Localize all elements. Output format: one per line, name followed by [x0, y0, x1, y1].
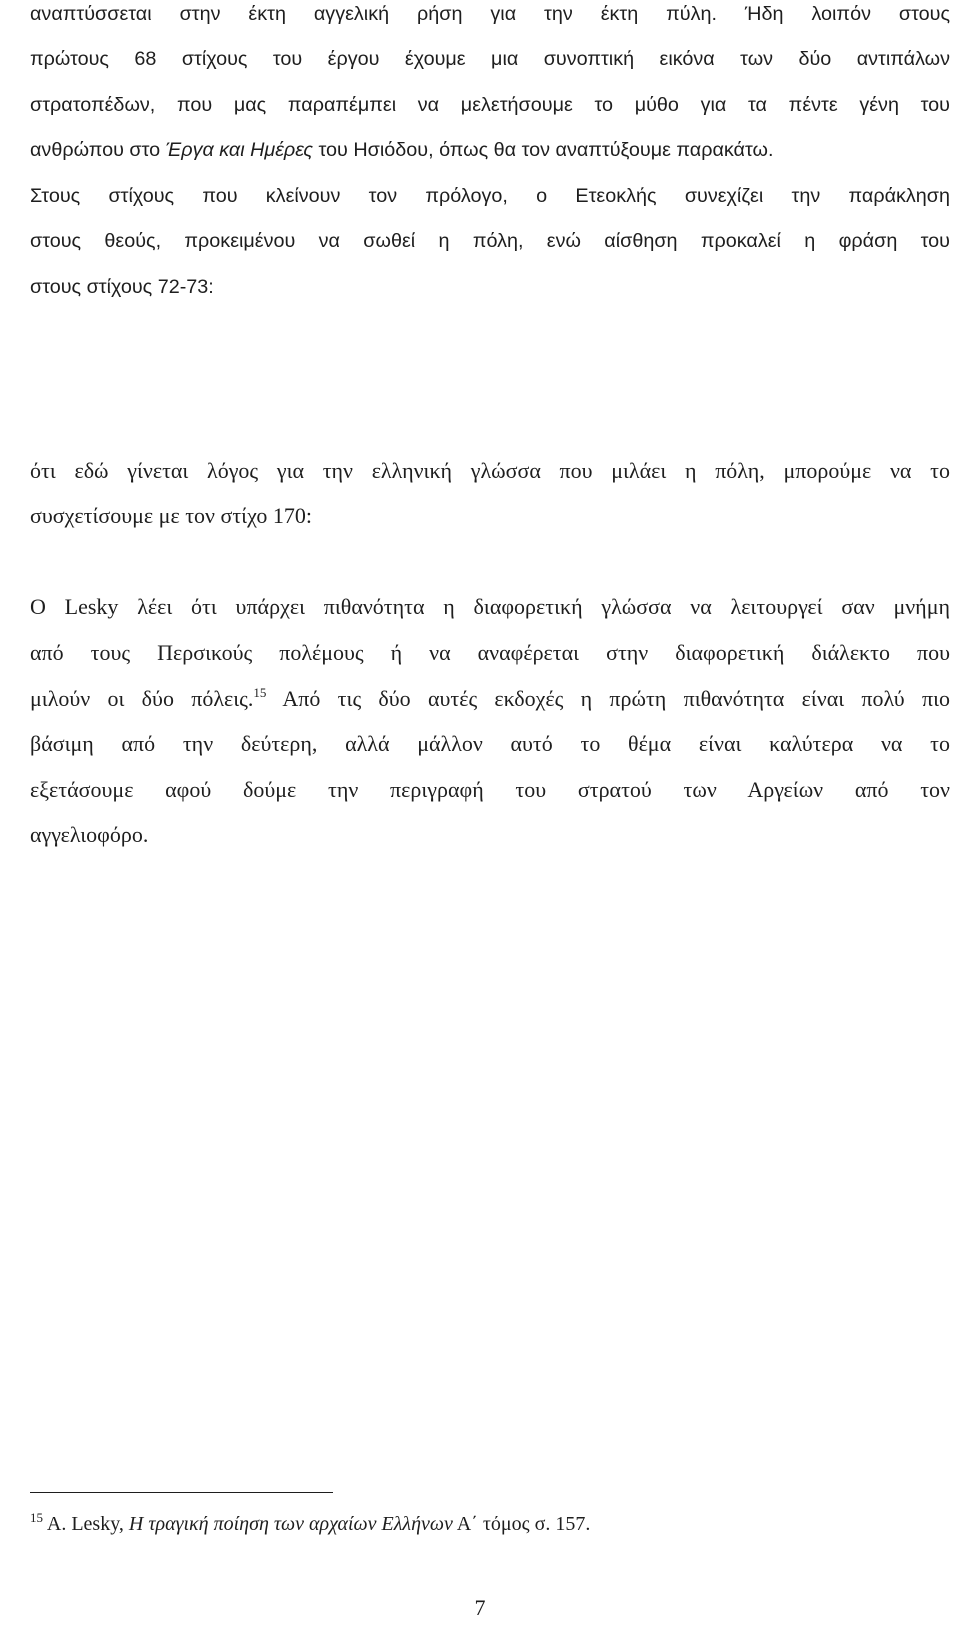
footnote-separator: [30, 1492, 333, 1493]
footnote: [30, 1510, 591, 1536]
footnote-number: 15: [30, 1510, 43, 1525]
paragraph-3-line-4: βάσιμη από την δεύτερη, αλλά μάλλον αυτό το θέμα είναι καλύτερα να το: [30, 731, 950, 756]
paragraph-1-line-2: πρώτους 68 στίχους του έργου έχουμε μια συνοπτική εικόνα των δύο αντιπάλων: [30, 48, 950, 70]
paragraph-1-line-5: Στους στίχους που κλείνουν τον πρόλογο, ο Ετεοκλής συνεχίζει την παράκληση: [30, 185, 950, 207]
footnote-book-title: Η τραγική ποίηση των αρχαίων Ελλήνων: [128, 1513, 453, 1535]
text-run: A. Lesky,: [43, 1513, 129, 1535]
paragraph-1-line-6: στους θεούς, προκειμένου να σωθεί η πόλη, ενώ αίσθηση προκαλεί η φράση του: [30, 230, 950, 252]
paragraph-1-line-7: στους στίχους 72-73:: [30, 276, 214, 298]
text-run: Από τις δύο αυτές εκδοχές η πρώτη πιθανότητα είναι πολύ πιο: [266, 686, 950, 711]
paragraph-1-line-1: αναπτύσσεται στην έκτη αγγελική ρήση για την έκτη πύλη. Ήδη λοιπόν στους: [30, 3, 950, 25]
work-title: Έργα και Ημέρες: [165, 139, 314, 161]
text-run: του Ησιόδου, όπως θα τον αναπτύξουμε παρακάτω.: [313, 139, 774, 161]
paragraph-1-line-4: [30, 139, 950, 162]
text-run: Α΄ τόμος σ. 157.: [452, 1513, 591, 1535]
paragraph-1-line-3: στρατοπέδων, που μας παραπέμπει να μελετήσουμε το μύθο για τα πέντε γένη του: [30, 94, 950, 116]
paragraph-2-line-1: ότι εδώ γίνεται λόγος για την ελληνική γλώσσα που μιλάει η πόλη, μπορούμε να το: [30, 458, 950, 483]
paragraph-3-line-3: [30, 686, 950, 712]
paragraph-2-line-2: συσχετίσουμε με τον στίχο 170:: [30, 503, 312, 528]
paragraph-3-line-1: Ο Lesky λέει ότι υπάρχει πιθανότητα η διαφορετική γλώσσα να λειτουργεί σαν μνήμη: [30, 594, 950, 619]
page-number: 7: [474, 1595, 486, 1620]
footnote-reference[interactable]: 15: [253, 685, 267, 700]
text-run: μιλούν οι δύο πόλεις.: [30, 686, 254, 711]
paragraph-3-line-2: από τους Περσικούς πολέμους ή να αναφέρεται στην διαφορετική διάλεκτο που: [30, 640, 950, 665]
paragraph-3-line-5: εξετάσουμε αφού δούμε την περιγραφή του στρατού των Αργείων από τον: [30, 777, 950, 802]
text-run: ανθρώπου στο: [30, 139, 166, 161]
paragraph-3-line-6: αγγελιοφόρο.: [30, 822, 149, 847]
